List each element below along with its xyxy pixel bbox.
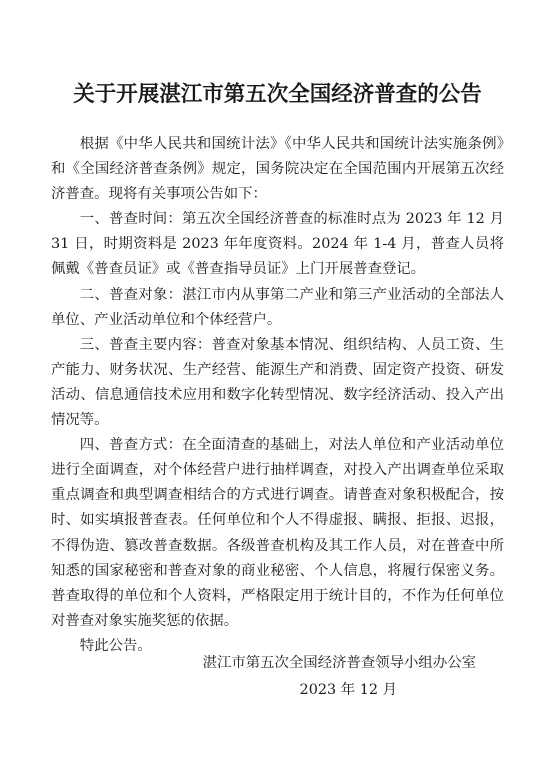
page-title: 关于开展湛江市第五次全国经济普查的公告 [73,82,482,107]
paragraph-survey-objects: 二、普查对象：湛江市内从事第二产业和第三产业活动的全部法人单位、产业活动单位和个体经营户。 [51,286,504,328]
notice-body [51,132,504,659]
paragraph-survey-time: 一、普查时间：第五次全国经济普查的标准时点为 2023 年 12 月 31 日，时期资料是 2023 年年度资料。2024 年 1-4 月，普查人员将佩戴《普查员证》或《普查指导员证》上门开展普查登记。 [51,211,504,278]
paragraph-closing: 特此公告。 [79,637,152,654]
signature-organization: 湛江市第五次全国经济普查领导小组办公室 [202,655,476,671]
paragraph-survey-content: 三、普查主要内容：普查对象基本情况、组织结构、人员工资、生产能力、财务状况、生产经营、能源生产和消费、固定资产投资、研发活动、信息通信技术应用和数字化转型情况、数字经济活动、投入产出情况等。 [51,336,504,429]
signature-date: 2023 年 12 月 [299,682,397,698]
paragraph-intro: 根据《中华人民共和国统计法》《中华人民共和国统计法实施条例》和《全国经济普查条例》规定，国务院决定在全国范围内开展第五次经济普查。现将有关事项公告如下： [51,136,504,203]
signature-block [203,650,476,704]
paragraph-survey-method: 四、普查方式：在全面清查的基础上，对法人单位和产业活动单位进行全面调查，对个体经营户进行抽样调查，对投入产出调查单位采取重点调查和典型调查相结合的方式进行调查。请普查对象积极配合，按时、如实填报普查表。任何单位和个人不得虚报、瞒报、拒报、迟报，不得伪造、篡改普查数据。各级普查机构及其工作人员，对在普查中所知悉的国家秘密和普查对象的商业秘密、个人信息，将履行保密义务。普查取得的单位和个人资料，严格限定用于统计目的，不作为任何单位对普查对象实施奖惩的依据。 [51,437,504,629]
